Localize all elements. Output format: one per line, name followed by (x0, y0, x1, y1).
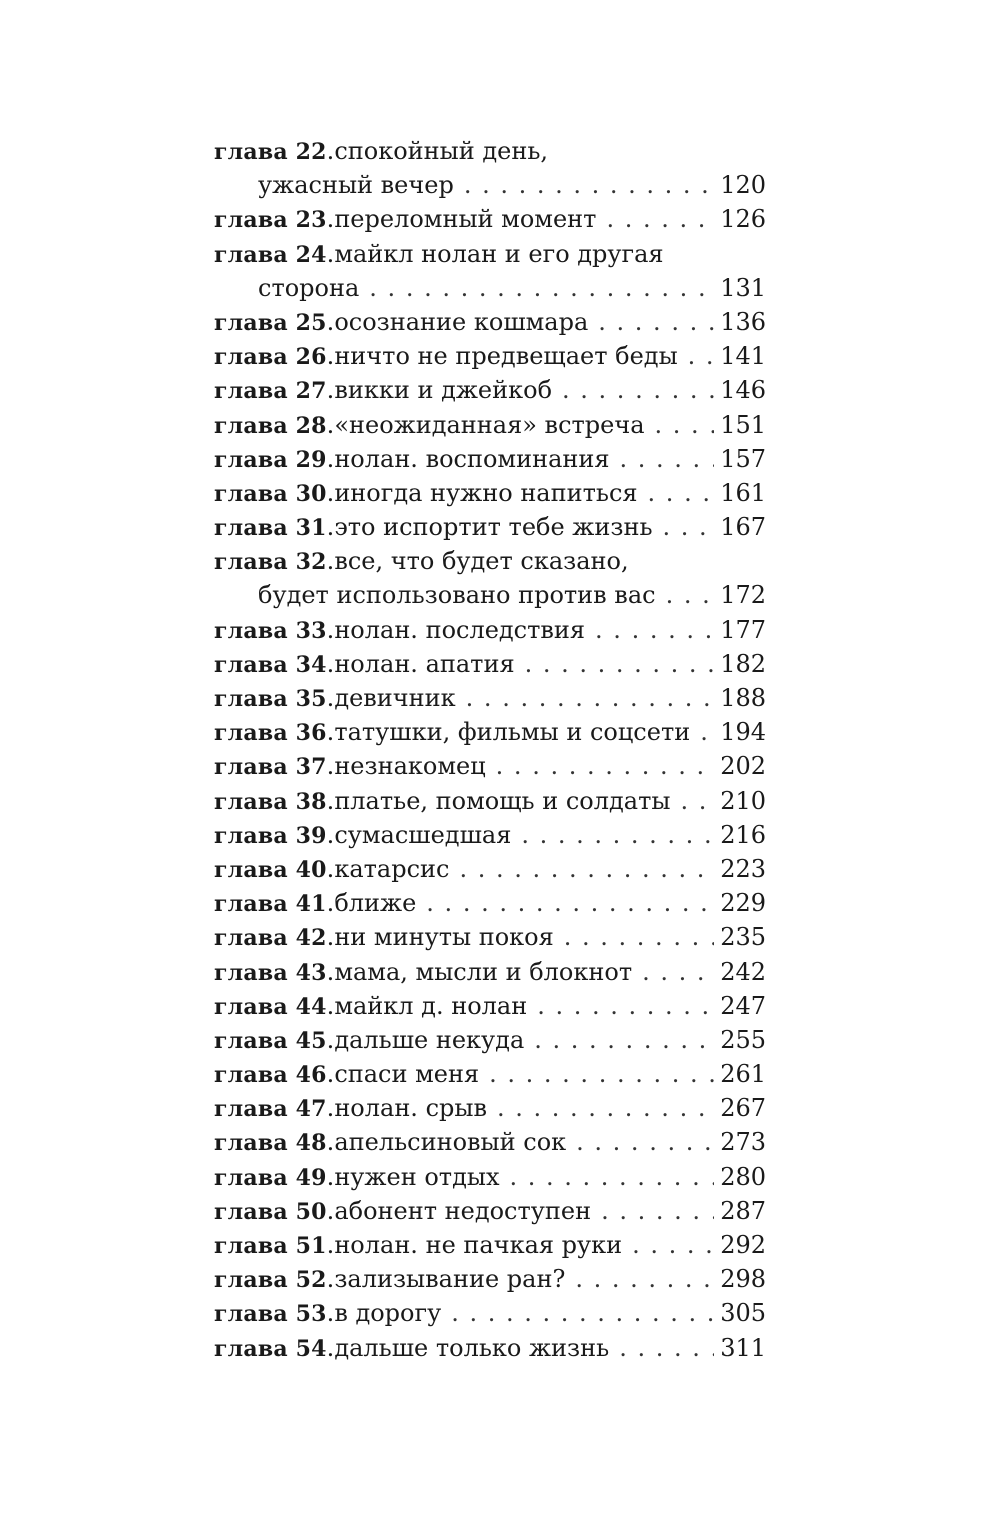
label-separator: . (326, 1025, 335, 1054)
page-number: 177 (720, 615, 766, 644)
label-separator: . (326, 1094, 335, 1123)
chapter-label: глава 29 (214, 446, 327, 473)
toc-entry (214, 305, 766, 339)
toc-entry (214, 886, 766, 920)
chapter-label: глава 53 (214, 1301, 327, 1328)
chapter-label: глава 49 (214, 1164, 327, 1191)
page-number: 167 (720, 513, 766, 542)
toc-entry (214, 1160, 766, 1194)
dot-leader (595, 613, 714, 647)
chapter-label: глава 47 (214, 1096, 327, 1123)
dot-leader (496, 749, 715, 783)
toc-entry (214, 818, 766, 852)
page-number: 157 (720, 444, 766, 473)
chapter-title: татушки, фильмы и соцсети (334, 718, 691, 747)
toc-entry (214, 1262, 766, 1296)
chapter-title: нолан. не пачкая руки (334, 1231, 623, 1259)
page-number: 172 (720, 581, 766, 610)
toc-entry (214, 408, 766, 442)
page-number: 229 (720, 889, 766, 918)
chapter-title: нолан. последствия (334, 615, 586, 644)
label-separator: . (326, 1265, 335, 1294)
chapter-label: глава 25 (214, 309, 327, 336)
page-number: 216 (720, 820, 766, 849)
label-separator: . (326, 307, 335, 336)
label-separator: . (326, 376, 335, 405)
toc-entry (214, 784, 766, 818)
dot-leader (525, 647, 715, 681)
chapter-title: нолан. апатия (334, 649, 515, 678)
chapter-title: викки и джейкоб (334, 376, 553, 405)
page-number: 141 (720, 342, 766, 371)
page-number: 120 (720, 171, 766, 200)
toc-entry (214, 442, 766, 476)
page-number: 188 (720, 684, 766, 712)
chapter-label: глава 43 (214, 959, 327, 986)
toc-entry (214, 1023, 766, 1057)
label-separator: . (326, 854, 335, 883)
chapter-label: глава 46 (214, 1062, 327, 1089)
chapter-title: абонент недоступен (334, 1196, 592, 1225)
dot-leader (459, 852, 714, 886)
toc-entry (214, 1194, 766, 1228)
chapter-label: глава 42 (214, 925, 327, 952)
label-separator: . (326, 649, 335, 678)
dot-leader (598, 305, 714, 339)
chapter-label: глава 37 (214, 754, 327, 781)
toc-entry (214, 510, 766, 544)
page-number: 146 (720, 376, 766, 405)
dot-leader (576, 1125, 714, 1159)
label-separator: . (326, 889, 335, 918)
page-number: 298 (720, 1265, 766, 1294)
chapter-label: глава 35 (214, 686, 327, 712)
dot-leader (619, 1331, 714, 1365)
dot-leader (489, 1057, 714, 1091)
label-separator: . (326, 718, 335, 747)
dot-leader (601, 1194, 714, 1228)
dot-leader (464, 168, 714, 202)
page-number: 292 (720, 1231, 766, 1259)
dot-leader (606, 202, 714, 236)
chapter-label: глава 24 (214, 241, 327, 268)
label-separator: . (326, 1196, 335, 1225)
chapter-title: нужен отдых (334, 1162, 500, 1191)
page-number: 131 (720, 273, 766, 302)
chapter-title: нолан. воспоминания (334, 444, 610, 473)
chapter-title: ужасный вечер (258, 171, 454, 200)
dot-leader (688, 339, 715, 373)
toc-entry (214, 647, 766, 681)
chapter-label: глава 45 (214, 1027, 327, 1054)
page-number: 255 (720, 1025, 766, 1054)
toc-entry-continuation (214, 271, 766, 305)
label-separator: . (326, 444, 335, 473)
label-separator: . (326, 615, 335, 644)
chapter-title: иногда нужно напиться (334, 478, 638, 507)
chapter-title: дальше некуда (334, 1025, 525, 1054)
chapter-title: катарсис (334, 854, 450, 883)
dot-leader (426, 886, 714, 920)
chapter-title: спаси меня (334, 1060, 480, 1089)
chapter-label: глава 34 (214, 651, 327, 678)
dot-leader (451, 1296, 714, 1330)
toc-entry (214, 476, 766, 510)
dot-leader (655, 408, 715, 442)
chapter-title: нолан. срыв (334, 1094, 487, 1123)
label-separator: . (326, 786, 335, 815)
dot-leader (648, 476, 715, 510)
dot-leader (666, 578, 715, 612)
dot-leader (632, 1228, 714, 1262)
page-number: 223 (720, 854, 766, 883)
chapter-title: ближе (334, 889, 417, 918)
chapter-label: глава 36 (214, 720, 327, 747)
dot-leader (562, 373, 714, 407)
toc-entry (214, 339, 766, 373)
dot-leader (537, 989, 714, 1023)
chapter-title: майкл нолан и его другая (334, 239, 664, 268)
dot-leader (369, 271, 714, 305)
label-separator: . (326, 752, 335, 781)
page-number: 242 (720, 957, 766, 986)
chapter-title: «неожиданная» встреча (334, 410, 645, 439)
page-number: 261 (720, 1060, 766, 1089)
page-number: 287 (720, 1196, 766, 1225)
chapter-title: мама, мысли и блокнот (334, 957, 633, 986)
label-separator: . (326, 547, 335, 576)
page-number: 235 (720, 923, 766, 952)
chapter-title: осознание кошмара (334, 307, 589, 336)
toc-entry (214, 1091, 766, 1125)
chapter-title: это испортит тебе жизнь (334, 513, 653, 542)
chapter-label: глава 52 (214, 1267, 327, 1294)
chapter-title: ничто не предвещает беды (334, 342, 678, 371)
label-separator: . (326, 137, 335, 165)
toc-entry (214, 681, 766, 715)
toc-entry (214, 613, 766, 647)
toc-entry (214, 1125, 766, 1159)
chapter-label: глава 26 (214, 344, 327, 371)
dot-leader (663, 510, 715, 544)
label-separator: . (326, 1299, 335, 1328)
label-separator: . (326, 957, 335, 986)
chapter-label: глава 31 (214, 515, 327, 542)
label-separator: . (326, 513, 335, 542)
label-separator: . (326, 1060, 335, 1089)
chapter-label: глава 27 (214, 378, 327, 405)
chapter-title: в дорогу (334, 1299, 442, 1328)
chapter-title: переломный момент (334, 205, 597, 234)
toc-entry (214, 749, 766, 783)
page-number: 161 (720, 478, 766, 507)
toc-entry-continuation (214, 578, 766, 612)
chapter-label: глава 22 (214, 139, 327, 165)
chapter-title: сумасшедшая (334, 820, 512, 849)
page-number: 194 (720, 718, 766, 747)
page-number: 305 (720, 1299, 766, 1328)
toc-entry (214, 852, 766, 886)
page-number: 280 (720, 1162, 766, 1191)
dot-leader (509, 1160, 714, 1194)
label-separator: . (326, 1162, 335, 1191)
chapter-title: ни минуты покоя (334, 923, 554, 952)
dot-leader (466, 681, 715, 715)
page-number: 267 (720, 1094, 766, 1123)
page-number: 273 (720, 1128, 766, 1157)
chapter-title: девичник (334, 684, 456, 712)
chapter-title: зализывание ран? (334, 1265, 566, 1294)
chapter-label: глава 48 (214, 1130, 327, 1157)
chapter-label: глава 23 (214, 207, 327, 234)
label-separator: . (326, 820, 335, 849)
page-number: 247 (720, 991, 766, 1020)
chapter-label: глава 44 (214, 993, 327, 1020)
toc-entry (214, 134, 766, 168)
dot-leader (497, 1091, 714, 1125)
label-separator: . (326, 923, 335, 952)
label-separator: . (326, 684, 335, 712)
dot-leader (620, 442, 715, 476)
label-separator: . (326, 239, 335, 268)
toc-entry (214, 1331, 766, 1365)
dot-leader (680, 784, 714, 818)
dot-leader (700, 715, 714, 749)
toc-entry (214, 715, 766, 749)
label-separator: . (326, 205, 335, 234)
toc-entry (214, 202, 766, 236)
chapter-title: все, что будет сказано, (334, 547, 629, 576)
toc-entry (214, 1057, 766, 1091)
label-separator: . (326, 1333, 335, 1362)
dot-leader (642, 955, 714, 989)
page-number: 182 (720, 649, 766, 678)
page-number: 151 (720, 410, 766, 439)
toc-entry (214, 1228, 766, 1262)
chapter-label: глава 30 (214, 480, 327, 507)
toc-entry (214, 373, 766, 407)
page-number: 136 (720, 307, 766, 336)
dot-leader (521, 818, 714, 852)
toc-entry (214, 237, 766, 271)
chapter-label: глава 39 (214, 822, 327, 849)
label-separator: . (326, 342, 335, 371)
chapter-title: незнакомец (334, 752, 486, 781)
chapter-label: глава 40 (214, 856, 327, 883)
toc-entry (214, 989, 766, 1023)
label-separator: . (326, 1128, 335, 1157)
chapter-title: платье, помощь и солдаты (334, 786, 671, 815)
label-separator: . (326, 478, 335, 507)
page-number: 202 (720, 752, 766, 781)
chapter-label: глава 38 (214, 788, 327, 815)
dot-leader (564, 920, 714, 954)
chapter-label: глава 32 (214, 549, 327, 576)
chapter-label: глава 33 (214, 617, 327, 644)
toc-entry (214, 920, 766, 954)
page-number: 311 (720, 1333, 766, 1362)
chapter-label: глава 54 (214, 1335, 327, 1362)
toc-entry (214, 1296, 766, 1330)
chapter-title: дальше только жизнь (334, 1333, 610, 1362)
chapter-label: глава 50 (214, 1198, 327, 1225)
dot-leader (534, 1023, 714, 1057)
label-separator: . (326, 991, 335, 1020)
toc-entry-continuation (214, 168, 766, 202)
chapter-title: апельсиновый сок (334, 1128, 567, 1157)
toc-entry (214, 955, 766, 989)
chapter-label: глава 28 (214, 412, 327, 439)
chapter-title: спокойный день, (334, 137, 549, 165)
toc-entry (214, 544, 766, 578)
chapter-label: глава 51 (214, 1233, 327, 1259)
page-number: 126 (720, 205, 766, 234)
page-number: 210 (720, 786, 766, 815)
dot-leader (575, 1262, 714, 1296)
label-separator: . (326, 1231, 335, 1259)
chapter-title: сторона (258, 273, 360, 302)
chapter-title: будет использовано против вас (258, 581, 656, 610)
table-of-contents (214, 134, 766, 1365)
chapter-label: глава 41 (214, 891, 327, 918)
chapter-title: майкл д. нолан (334, 991, 528, 1020)
label-separator: . (326, 410, 335, 439)
